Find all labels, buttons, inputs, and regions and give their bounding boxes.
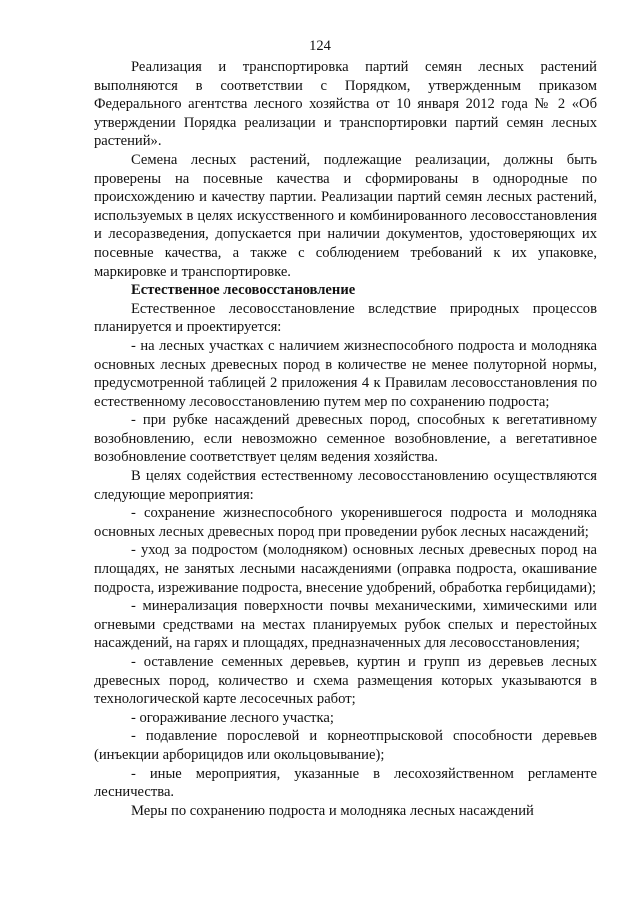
- list-item: - минерализация поверхности почвы механическими, химическими или огневыми средствами на местах планируемых рубок спелых и перестойных насаждений, на гарях и площадях, предназначенных для лесовосстановления;: [94, 598, 597, 652]
- paragraph-natural-intro: Естественное лесовосстановление вследствие природных процессов планируется и проектируется:: [94, 300, 597, 336]
- paragraph-seed-quality: Семена лесных растений, подлежащие реализации, должны быть проверены на посевные качества и сформированы в однородные по происхождению и качеству партии. Реализации партий семян лесных растений, используемых в целях искусственного и комбинированного лесовосстановления и лесоразведения, допускается при наличии документов, удостоверяющих их посевные качества, а также с соблюдением требований к их упаковке, маркировке и транспортировке.: [94, 151, 597, 280]
- list-item: - иные мероприятия, указанные в лесохозяйственном регламенте лесничества.: [94, 765, 597, 801]
- list-item: - подавление порослевой и корнеотпрысковой способности деревьев (инъекции арборицидов или окольцовывание);: [94, 728, 597, 763]
- list-item: - огораживание лесного участка;: [131, 709, 334, 726]
- list-item: - при рубке насаждений древесных пород, способных к вегетативному возобновлению, если невозможно семенное возобновление, а вегетативное возобновление соответствует целям ведения хозяйства.: [94, 412, 597, 466]
- list-item: - уход за подростом (молодняком) основных лесных древесных пород на площадях, не занятых лесными насаждениями (оправка подроста, окашивание подроста, изреживание подроста, внесение удобрений, обработка гербицидами);: [94, 542, 597, 596]
- paragraph-final: Меры по сохранению подроста и молодняка лесных насаждений: [131, 802, 534, 819]
- list-item: - оставление семенных деревьев, куртин и групп из деревьев лесных древесных пород, количество и схема размещения которых указываются в технологической карте лесосечных работ;: [94, 654, 597, 708]
- document-body: [94, 58, 597, 820]
- list-item: - сохранение жизнеспособного укоренившегося подроста и молодняка основных лесных древесных пород при проведении рубок лесных насаждений;: [94, 505, 597, 540]
- page-number: 124: [309, 38, 331, 54]
- section-heading: Естественное лесовосстановление: [131, 282, 356, 299]
- paragraph-seed-transport: Реализация и транспортировка партий семян лесных растений выполняются в соответствии с Порядком, утвержденным приказом Федерального агентства лесного хозяйства от 10 января 2012 года № 2 «Об утверждении Порядка реализации и транспортировки партий семян лесных растений».: [94, 59, 597, 150]
- paragraph-measures-intro: В целях содействия естественному лесовосстановлению осуществляются следующие мероприятия:: [94, 468, 597, 503]
- list-item: - на лесных участках с наличием жизнеспособного подроста и молодняка основных лесных древесных пород в количестве не менее полуторной нормы, предусмотренной таблицей 2 приложения 4 к Правилам лесовосстановления по естественному лесовосстановлению путем мер по сохранению подроста;: [94, 337, 597, 410]
